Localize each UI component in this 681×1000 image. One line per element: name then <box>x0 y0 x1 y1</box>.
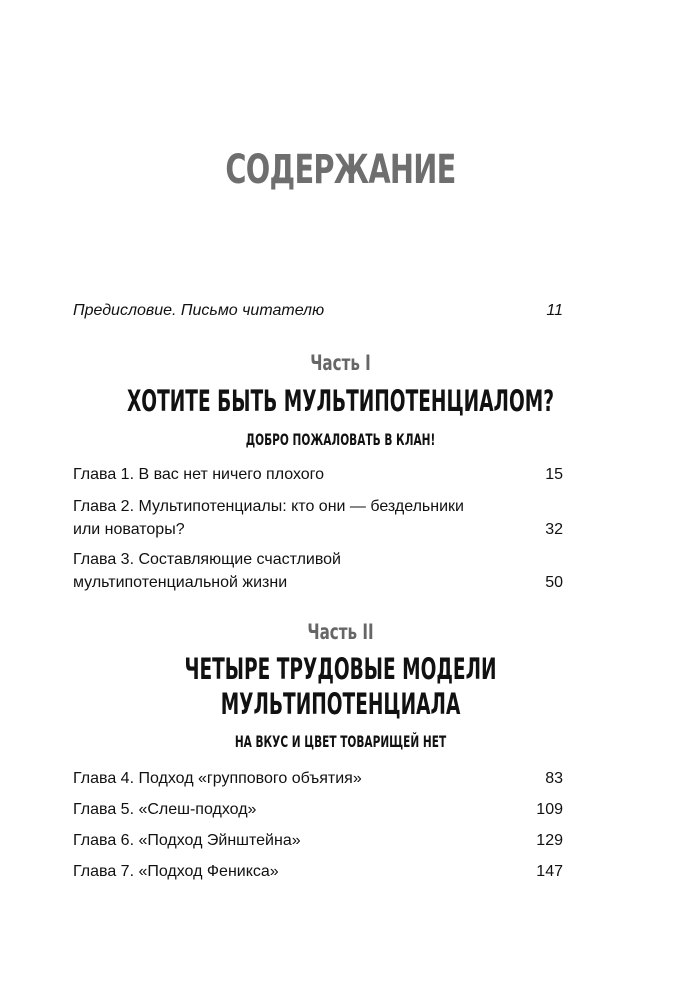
part-1-title: ХОТИТЕ БЫТЬ МУЛЬТИПОТЕНЦИАЛОМ? <box>127 384 554 418</box>
toc-entry-chapter-2[interactable] <box>73 495 563 541</box>
part-2-label: Часть II <box>307 620 374 644</box>
toc-entry-title-line-2: или новаторы? <box>73 521 185 538</box>
toc-entry-preface[interactable] <box>73 299 563 322</box>
toc-entry-chapter-6[interactable] <box>73 829 563 852</box>
toc-entry-page: 83 <box>545 770 563 787</box>
part-2-subtitle: НА ВКУС И ЦВЕТ ТОВАРИЩЕЙ НЕТ <box>234 732 447 751</box>
toc-entry-page: 32 <box>545 521 563 538</box>
toc-entry-chapter-7[interactable] <box>73 860 563 883</box>
part-1-label: Часть I <box>310 351 371 375</box>
toc-entry-title: Глава 7. «Подход Феникса» <box>73 863 279 880</box>
toc-entry-page: 129 <box>536 832 563 849</box>
toc-entry-chapter-1[interactable] <box>73 463 563 486</box>
toc-entry-title: Предисловие. Письмо читателю <box>73 302 325 319</box>
toc-entry-page: 147 <box>536 863 563 880</box>
page-title: СОДЕРЖАНИЕ <box>225 147 456 193</box>
toc-entry-title: Глава 4. Подход «группового объятия» <box>73 770 362 787</box>
toc-entry-title-line-1: Глава 2. Мультипотенциалы: кто они — бездельники <box>73 498 464 515</box>
toc-entry-title: Глава 5. «Слеш-подход» <box>73 801 257 818</box>
toc-entry-chapter-5[interactable] <box>73 798 563 821</box>
toc-entry-title: Глава 6. «Подход Эйнштейна» <box>73 832 301 849</box>
toc-entry-page: 15 <box>545 466 563 483</box>
part-2-title-line-1: ЧЕТЫРЕ ТРУДОВЫЕ МОДЕЛИ <box>184 652 497 686</box>
toc-entry-page: 11 <box>546 302 563 319</box>
part-1-subtitle: ДОБРО ПОЖАЛОВАТЬ В КЛАН! <box>245 430 436 449</box>
toc-entry-title-line-1: Глава 3. Составляющие счастливой <box>73 551 341 568</box>
toc-entry-page: 109 <box>536 801 563 818</box>
toc-entry-title-line-2: мультипотенциальной жизни <box>73 574 288 591</box>
toc-entry-chapter-4[interactable] <box>73 767 563 790</box>
toc-entry-title: Глава 1. В вас нет ничего плохого <box>73 466 325 483</box>
toc-entry-page: 50 <box>545 574 563 591</box>
toc-entry-chapter-3[interactable] <box>73 548 563 594</box>
part-2-title-line-2: МУЛЬТИПОТЕНЦИАЛА <box>220 687 461 721</box>
